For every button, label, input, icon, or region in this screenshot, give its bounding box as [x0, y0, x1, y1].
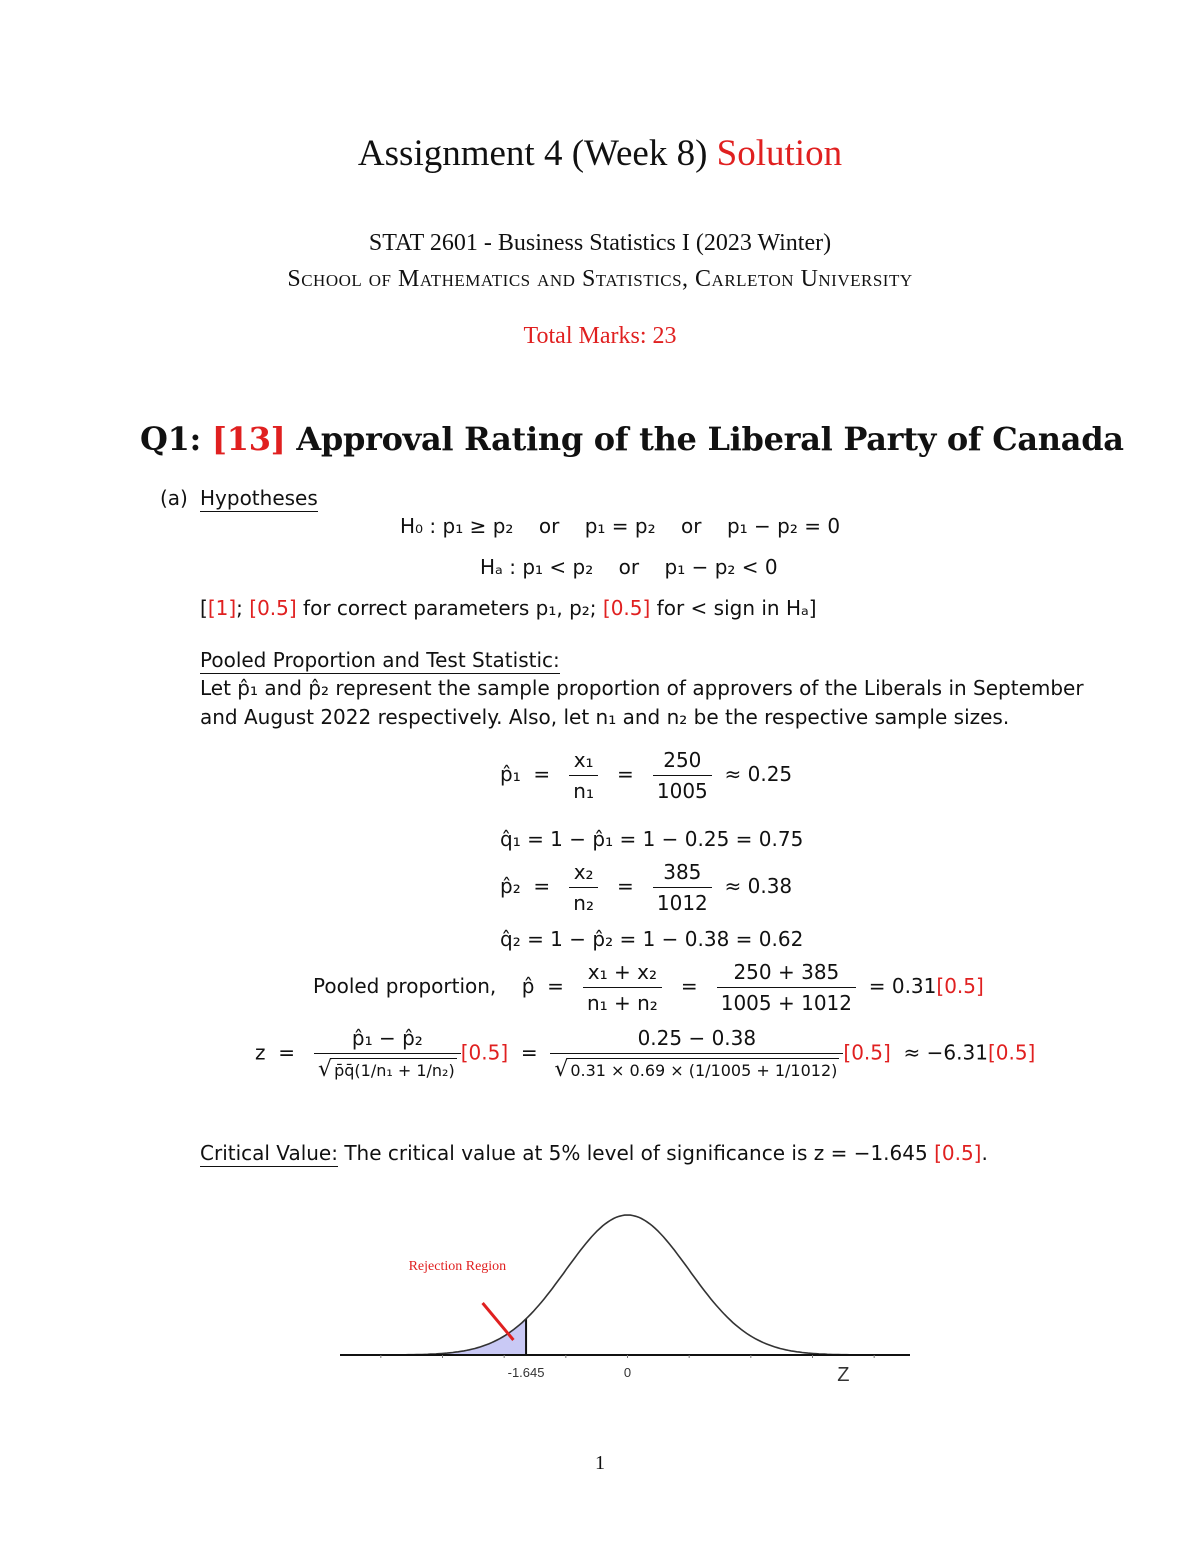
critical-value-line: Critical Value: The critical value at 5% level of significance is z = −1.645 [0.5].	[200, 1141, 988, 1165]
tick-label-critical: -1.645	[507, 1365, 545, 1380]
question-heading: Q1: [13] Approval Rating of the Liberal Party of Canada	[140, 420, 1124, 458]
document-title: Assignment 4 (Week 8) Solution	[357, 133, 843, 174]
question-title: Approval Rating of the Liberal Party of Canada	[296, 420, 1124, 458]
page-number: 1	[595, 1452, 605, 1474]
part-a-label: (a)	[160, 486, 188, 510]
equation-p1-hat: p̂₁ = $\frac{\text{x₁}}{\text{n₁}}$ = $\frac{250}{1005}$ ≈ 0.25	[500, 748, 793, 803]
total-marks: Total Marks: 23	[523, 323, 677, 349]
normal-distribution-chart	[340, 1200, 920, 1400]
x-axis-label: Z	[837, 1364, 850, 1386]
rejection-region-label: Rejection Region	[408, 1259, 507, 1274]
equation-z: z = $\frac{\text{p̂₁ − p̂₂}}{\text{√ p̄q̄(1/n₁ + 1/n₂)}}$ [0.5] = $\frac{0.25 - 0.38}{√ 0.31 \times 0.69 \times (1/1005 + 1/1012)}$ [0.5] ≈ −6.31[0.5]	[255, 1026, 1036, 1082]
null-hypothesis: H₀ : p₁ ≥ p₂ or p₁ = p₂ or p₁ − p₂ = 0	[400, 514, 841, 538]
marking-note: [[1]; [0.5] for correct parameters p₁, p₂; [0.5] for < sign in Hₐ]	[200, 596, 817, 620]
question-marks: [13]	[211, 420, 286, 458]
title-solution: Solution	[716, 133, 843, 174]
equation-q2-hat: q̂₂ = 1 − p̂₂ = 1 − 0.38 = 0.62	[500, 927, 804, 951]
rejection-region-pointer	[483, 1303, 514, 1340]
equation-pooled: Pooled proportion, p̂ = $\frac{\text{x₁ + x₂}}{\text{n₁ + n₂}}$ = $\frac{250 + 385}{1005 + 1012}$ = 0.31[0.5]	[313, 960, 984, 1015]
equation-p2-hat: p̂₂ = $\frac{\text{x₂}}{\text{n₂}}$ = $\frac{385}{1012}$ ≈ 0.38	[500, 860, 793, 915]
equation-q1-hat: q̂₁ = 1 − p̂₁ = 1 − 0.25 = 0.75	[500, 827, 804, 851]
hypotheses-heading: Hypotheses	[200, 486, 318, 510]
school-name: School of Mathematics and Statistics, Carleton University	[287, 266, 913, 292]
tick-label-zero: 0	[623, 1365, 632, 1380]
course-name: STAT 2601 - Business Statistics I (2023 Winter)	[368, 230, 832, 256]
pooled-text-line-2: and August 2022 respectively. Also, let n₁ and n₂ be the respective sample sizes.	[200, 705, 1010, 729]
alternative-hypothesis: Hₐ : p₁ < p₂ or p₁ − p₂ < 0	[480, 555, 778, 579]
pooled-text-line-1: Let p̂₁ and p̂₂ represent the sample proportion of approvers of the Liberals in September	[200, 676, 1084, 700]
normal-curve	[350, 1215, 905, 1355]
pooled-heading: Pooled Proportion and Test Statistic:	[200, 648, 560, 672]
